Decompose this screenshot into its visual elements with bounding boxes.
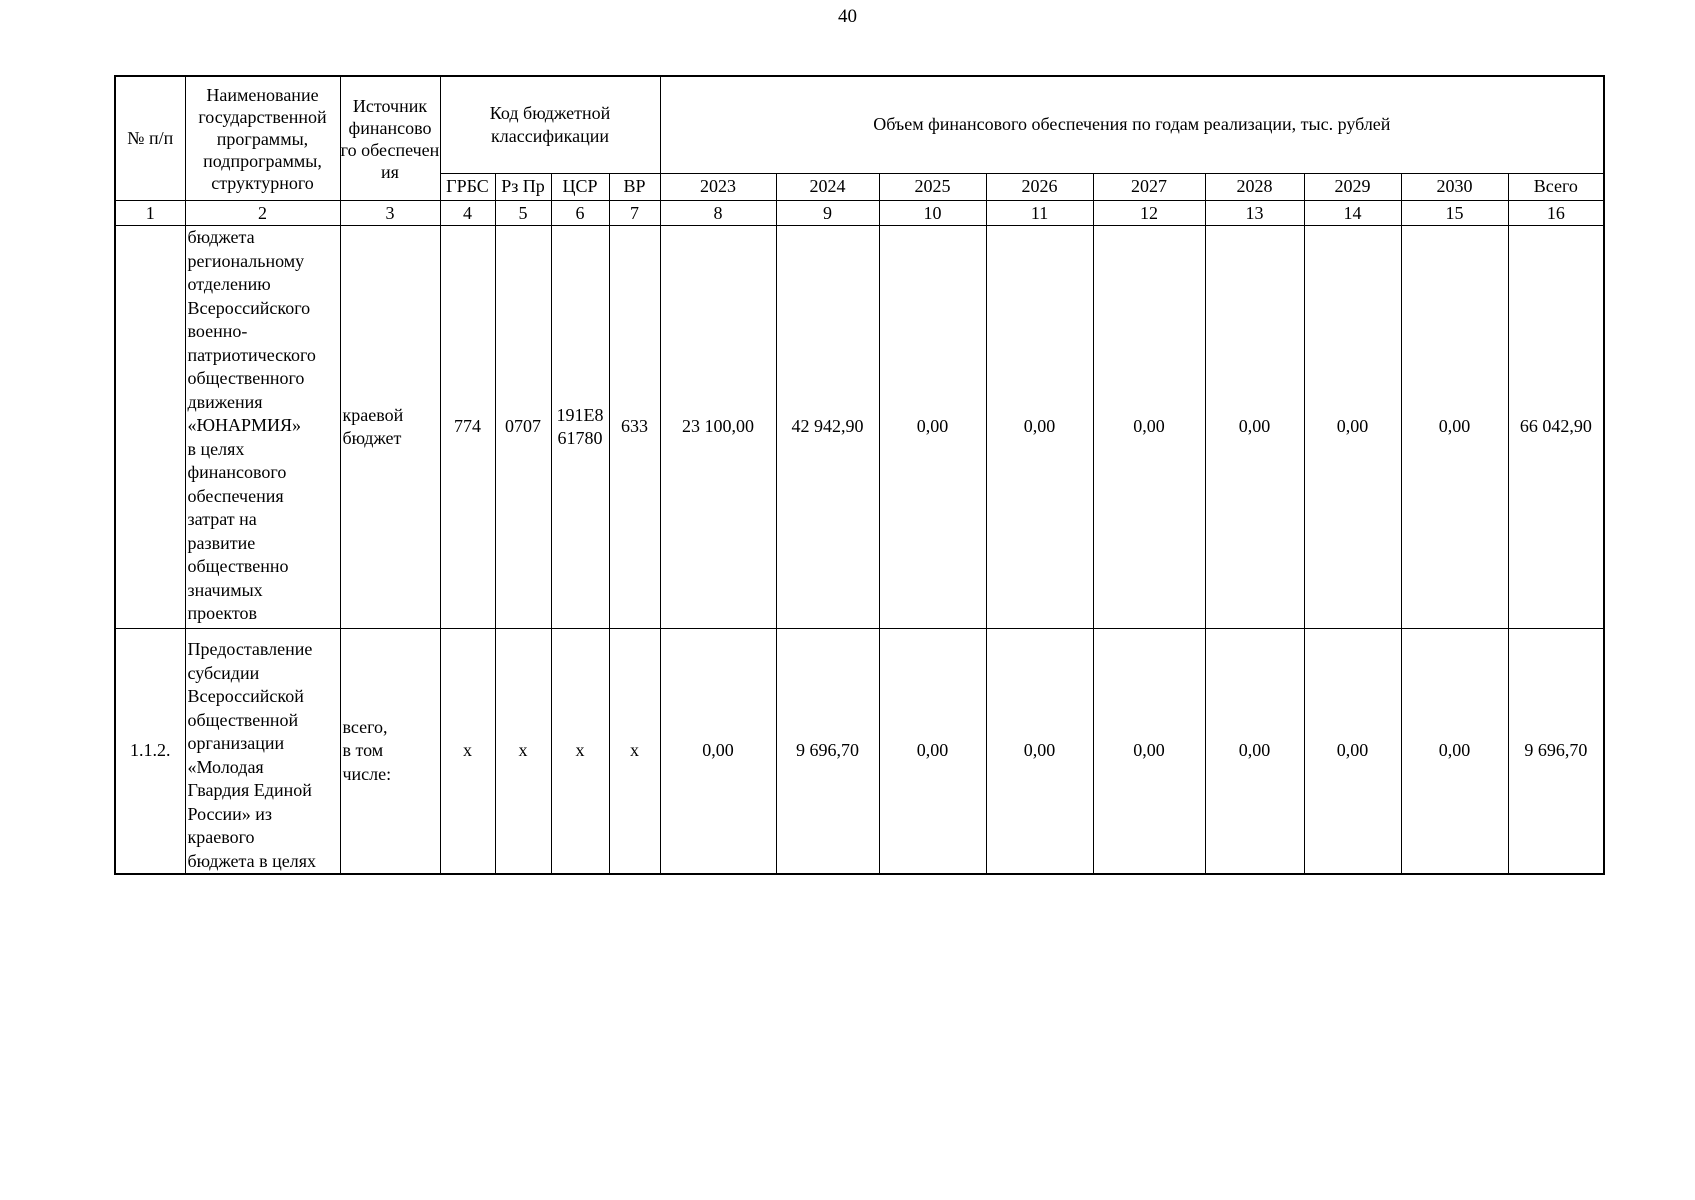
row-value: 9 696,70 (776, 629, 879, 875)
row-name-line: «ЮНАРМИЯ» (187, 415, 302, 435)
row-value: 0,00 (986, 226, 1093, 629)
row-csr-line: 61780 (557, 428, 603, 448)
row-name-line: развитие (187, 532, 256, 553)
header-code-col: ГРБС (440, 174, 495, 201)
row-name-line: субсидии (187, 662, 260, 683)
column-number: 10 (879, 201, 986, 226)
header-year-col: 2027 (1093, 174, 1205, 201)
row-vr: 633 (609, 226, 660, 629)
row-grbs: х (440, 629, 495, 875)
row-value: 0,00 (1205, 629, 1304, 875)
row-name (185, 226, 340, 629)
row-name-line: общественно (187, 556, 289, 576)
row-value: 0,00 (660, 629, 776, 875)
row-source-line: всего, (342, 716, 388, 737)
row-value: 9 696,70 (1508, 629, 1604, 875)
column-number: 16 (1508, 201, 1604, 226)
row-name-line: проектов (187, 603, 257, 623)
header-year-col: 2025 (879, 174, 986, 201)
column-number: 2 (185, 201, 340, 226)
header-row (115, 76, 1604, 174)
row-name-line: организации (187, 733, 285, 753)
row-name-line: Всероссийской (187, 686, 304, 706)
row-value: 0,00 (1304, 226, 1401, 629)
column-number: 15 (1401, 201, 1508, 226)
page-number: 40 (838, 6, 857, 27)
row-name-line: Всероссийского (187, 297, 311, 318)
row-source (340, 629, 440, 875)
row-name-line: общественной (187, 709, 299, 730)
header-year-col: Всего (1508, 174, 1604, 201)
column-number: 11 (986, 201, 1093, 226)
table-row (115, 629, 1604, 875)
row-value: 0,00 (1205, 226, 1304, 629)
column-number: 8 (660, 201, 776, 226)
column-number: 12 (1093, 201, 1205, 226)
row-csr-line: 191Е8 (556, 404, 604, 425)
column-number: 5 (495, 201, 551, 226)
row-vr: х (609, 629, 660, 875)
row-name-line: финансового (187, 462, 287, 482)
row-name-line: движения (187, 391, 263, 412)
row-value: 0,00 (879, 226, 986, 629)
column-number: 7 (609, 201, 660, 226)
row-name-line: бюджета в целях (187, 850, 316, 871)
header-code-col: ВР (609, 174, 660, 201)
row-name-line: в целях (187, 438, 245, 459)
row-name-line: патриотического (187, 344, 316, 365)
column-number: 4 (440, 201, 495, 226)
header-year-col: 2024 (776, 174, 879, 201)
row-value: 0,00 (1304, 629, 1401, 875)
header-source: Источник финансово го обеспечен ия (340, 76, 440, 201)
row-csr (551, 226, 609, 629)
row-value: 0,00 (1401, 629, 1508, 875)
row-value: 0,00 (986, 629, 1093, 875)
row-value: 0,00 (1093, 629, 1205, 875)
row-name-line: военно- (187, 321, 248, 341)
row-value: 0,00 (879, 629, 986, 875)
column-number: 6 (551, 201, 609, 226)
header-code-group: Код бюджетной классификации (440, 76, 660, 174)
row-name-line: «Молодая (187, 756, 264, 777)
row-value: 66 042,90 (1508, 226, 1604, 629)
header-volume-group: Объем финансового обеспечения по годам реализации, тыс. рублей (660, 76, 1604, 174)
row-value: 23 100,00 (660, 226, 776, 629)
row-name-line: Гвардия Единой (187, 780, 312, 800)
column-number: 14 (1304, 201, 1401, 226)
row-grbs: 774 (440, 226, 495, 629)
budget-table (114, 75, 1605, 875)
row-number (115, 226, 185, 629)
header-num: № п/п (115, 76, 185, 201)
header-name: Наименование государственной программы, подпрограммы, структурного (185, 76, 340, 201)
header-code-col: ЦСР (551, 174, 609, 201)
column-number: 3 (340, 201, 440, 226)
row-name-line: России» из (187, 803, 272, 824)
column-number: 13 (1205, 201, 1304, 226)
row-name-line: региональному (187, 250, 305, 271)
row-name-line: Предоставление (187, 639, 313, 659)
row-name (185, 629, 340, 875)
row-value: 0,00 (1401, 226, 1508, 629)
row-name-line: затрат на (187, 509, 257, 529)
header-year-col: 2028 (1205, 174, 1304, 201)
row-name-line: значимых (187, 579, 263, 600)
column-number: 1 (115, 201, 185, 226)
row-csr (551, 629, 609, 875)
row-name-line: отделению (187, 274, 271, 294)
row-rzpr: 0707 (495, 226, 551, 629)
column-number-row (115, 201, 1604, 226)
row-source-line: в том (342, 740, 384, 761)
header-year-col: 2026 (986, 174, 1093, 201)
header-code-col: Рз Пр (495, 174, 551, 201)
header-year-col: 2023 (660, 174, 776, 201)
row-rzpr: х (495, 629, 551, 875)
header-year-col: 2029 (1304, 174, 1401, 201)
row-number: 1.1.2. (115, 629, 185, 875)
table-row (115, 226, 1604, 629)
row-value: 42 942,90 (776, 226, 879, 629)
row-source-line: бюджет (342, 428, 402, 448)
row-name-line: обеспечения (187, 485, 284, 506)
row-name-line: общественного (187, 368, 305, 388)
row-source-line: числе: (342, 763, 392, 784)
row-source (340, 226, 440, 629)
row-source-line: краевой (342, 404, 404, 425)
row-csr-line: х (575, 740, 585, 761)
column-number: 9 (776, 201, 879, 226)
row-value: 0,00 (1093, 226, 1205, 629)
header-year-col: 2030 (1401, 174, 1508, 201)
row-name-line: краевого (187, 827, 255, 847)
row-name-line: бюджета (187, 227, 255, 247)
